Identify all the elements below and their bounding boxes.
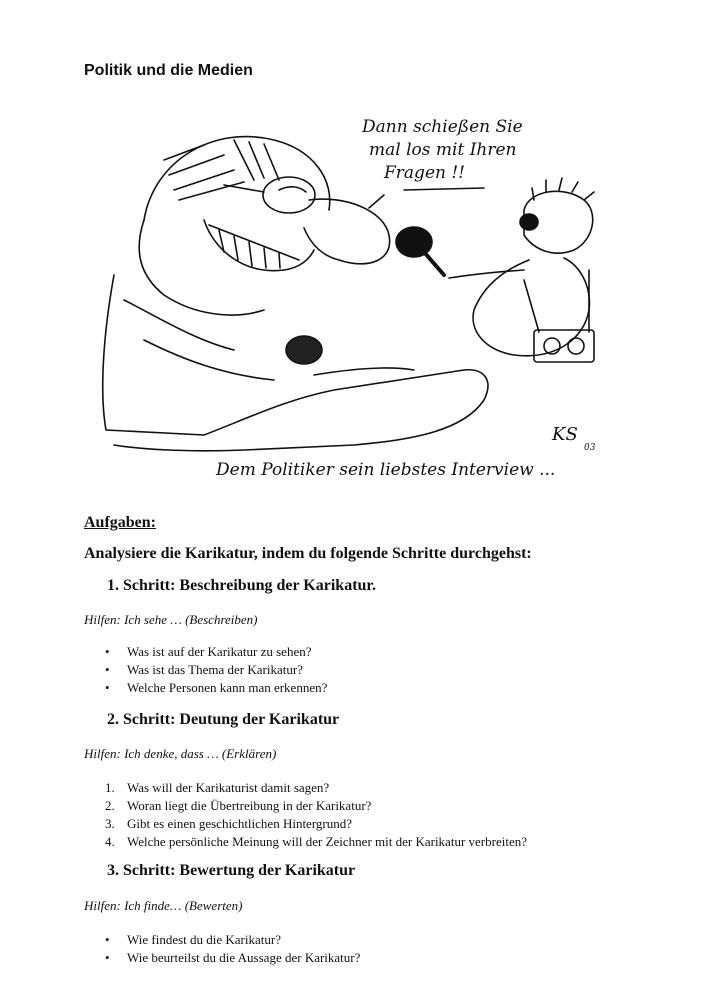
list-item: • Wie findest du die Karikatur?	[127, 931, 360, 949]
step-1-hint: Hilfen: Ich sehe … (Beschreiben)	[84, 612, 258, 627]
list-item-text: Welche persönliche Meinung will der Zeichner mit der Karikatur verbreiten?	[127, 834, 527, 849]
artist-signature: KS	[552, 424, 578, 445]
list-item	[105, 833, 527, 851]
list-number: 1.	[105, 780, 115, 795]
politician-head	[144, 137, 330, 220]
list-number: 4.	[105, 834, 115, 849]
list-number: 3.	[105, 816, 115, 831]
tasks-instruction: Analysiere die Karikatur, indem du folgende Schritte durchgehst:	[84, 545, 532, 562]
list-item: • Was ist das Thema der Karikatur?	[127, 661, 327, 679]
speech-line-1: Dann schießen Sie	[362, 117, 523, 137]
artist-signature-year: 03	[584, 443, 596, 453]
list-item-text: Woran liegt die Übertreibung in der Karikatur?	[127, 798, 372, 813]
cartoon-caption: Dem Politiker sein liebstes Interview ...	[216, 460, 556, 480]
step-1-title: 1. Schritt: Beschreibung der Karikatur.	[107, 577, 377, 594]
list-item	[105, 797, 527, 815]
list-item: • Welche Personen kann man erkennen?	[127, 679, 327, 697]
tasks-heading: Aufgaben:	[84, 514, 157, 531]
step-3-hint: Hilfen: Ich finde… (Bewerten)	[84, 898, 243, 913]
speech-line-3: Fragen !!	[384, 163, 466, 183]
list-item	[105, 779, 527, 797]
step-2-list	[105, 779, 527, 851]
list-item-text: Was will der Karikaturist damit sagen?	[127, 780, 330, 795]
speech-pointer	[369, 195, 384, 208]
glasses	[263, 177, 315, 213]
politician-nose	[304, 199, 390, 264]
list-number: 2.	[105, 798, 115, 813]
list-item: • Was ist auf der Karikatur zu sehen?	[127, 643, 327, 661]
page-title: Politik und die Medien	[84, 62, 253, 79]
politician-arm	[314, 368, 414, 375]
speech-text	[361, 117, 523, 183]
politician-grin	[204, 220, 314, 271]
step-2-hint: Hilfen: Ich denke, dass … (Erklären)	[84, 746, 277, 761]
speech-line-2: mal los mit Ihren	[369, 140, 517, 160]
list-item: • Wie beurteilst du die Aussage der Karikatur?	[127, 949, 360, 967]
step-2-title: 2. Schritt: Deutung der Karikatur	[107, 711, 340, 728]
list-item-text: Gibt es einen geschichtlichen Hintergrund?	[127, 816, 353, 831]
step-3-list	[127, 931, 360, 967]
cartoon-drawing	[84, 100, 624, 495]
political-cartoon	[84, 100, 624, 495]
journalist-arm	[449, 270, 524, 278]
step-3-title: 3. Schritt: Bewertung der Karikatur	[107, 862, 356, 879]
step-1-list	[127, 643, 327, 697]
list-item	[105, 815, 527, 833]
